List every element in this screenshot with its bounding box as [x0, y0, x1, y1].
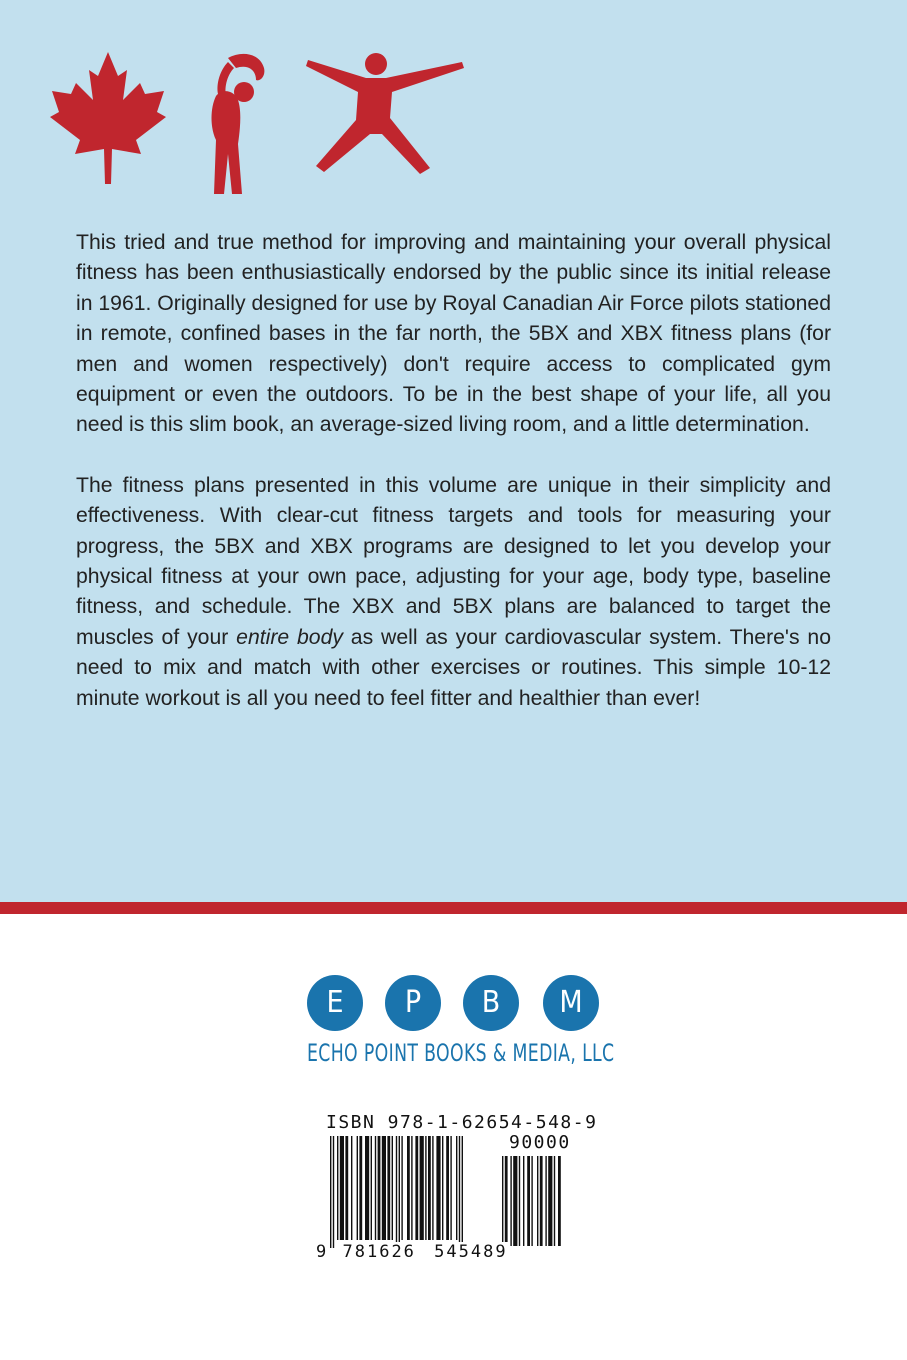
barcode-bar: [459, 1136, 460, 1248]
publisher-letter-b: B: [463, 975, 519, 1031]
barcode-bar: [462, 1136, 463, 1248]
barcode-bar: [359, 1136, 362, 1240]
barcode-bar: [502, 1156, 503, 1246]
isbn-barcode: [316, 1112, 598, 1262]
barcode-bar: [558, 1156, 561, 1246]
barcode-bar: [396, 1136, 397, 1248]
jumping-jack-figure-icon: [306, 48, 466, 178]
back-cover-blurb: [76, 228, 831, 744]
publisher-logo: [300, 975, 620, 1075]
barcode-bar: [456, 1136, 457, 1240]
barcode-bar: [378, 1136, 381, 1240]
publisher-letter-m: M: [543, 975, 599, 1031]
isbn-label: ISBN 978-1-62654-548-9: [326, 1112, 598, 1133]
price-code: 90000: [509, 1132, 571, 1153]
blurb-paragraph-2: [76, 471, 831, 714]
stretching-figure-icon: [198, 48, 278, 198]
publisher-name: ECHO POINT BOOKS & MEDIA, LLC: [307, 1039, 615, 1067]
barcode-bar: [548, 1156, 552, 1246]
barcode-digits: [316, 1242, 508, 1262]
barcode-bar: [333, 1136, 334, 1248]
barcode-bar: [382, 1136, 386, 1240]
barcode-bar: [537, 1156, 538, 1246]
barcode-bar: [513, 1156, 517, 1246]
blurb-italic-phrase: entire body: [236, 625, 343, 649]
maple-leaf-icon: [48, 48, 168, 188]
barcode-bar: [505, 1156, 508, 1246]
barcode-bar: [554, 1156, 555, 1246]
barcode-bar: [442, 1136, 443, 1240]
barcode-bar: [510, 1156, 511, 1246]
barcode-bar: [428, 1136, 431, 1240]
blurb-paragraph-2-end: as well as your cardiovascular system. There's no need to mix and match with other exercises or routines. This simple 10-12 minute workout is all you need to feel fitter and healthier than ever!: [76, 625, 831, 710]
barcode-bar: [432, 1136, 433, 1240]
barcode-bar: [411, 1136, 412, 1240]
blurb-paragraph-2-start: The fitness plans presented in this volume are unique in their simplicity and effectiveness. With clear-cut fitness targets and tools for measuring your progress, the 5BX and XBX programs are designed to let you develop your physical fitness at your own pace, adjusting for your age, body type, baseline fitness, and schedule. The XBX and 5BX plans are balanced to target the muscles of your: [76, 473, 831, 649]
barcode-bar: [351, 1136, 352, 1240]
barcode-bar: [527, 1156, 530, 1246]
barcode-bar: [415, 1136, 418, 1240]
barcode-bar: [371, 1136, 372, 1240]
blurb-paragraph-1: This tried and true method for improving and maintaining your overall physical fitness has been enthusiastically endorsed by the public since its initial release in 1961. Originally designed for use by Royal Canadian Air Force pilots stationed in remote, confined bases in the far north, the 5BX and XBX fitness plans (for men and women respectively) don't require access to complicated gym equipment or even the outdoors. To be in the best shape of your life, all you need is this slim book, an average-sized living room, and a little determination.: [76, 231, 831, 437]
barcode-bar: [420, 1136, 424, 1240]
ean13-bars: [330, 1136, 492, 1248]
publisher-letter-p: P: [385, 975, 441, 1031]
barcode-bar: [446, 1136, 449, 1240]
barcode-bar: [531, 1156, 532, 1246]
publisher-letter-circles: [307, 975, 607, 1033]
barcode-bar: [523, 1156, 524, 1246]
red-divider-stripe: [0, 902, 907, 914]
icon-row: [48, 48, 468, 198]
publisher-letter-e: E: [307, 975, 363, 1031]
barcode-bar: [330, 1136, 331, 1248]
barcode-bar: [519, 1156, 520, 1246]
barcode-bar: [540, 1156, 543, 1246]
barcode-bar: [436, 1136, 440, 1240]
barcode-bar: [392, 1136, 393, 1240]
barcode-bar: [387, 1136, 390, 1240]
barcode-bar: [401, 1136, 402, 1240]
barcode-bar: [425, 1136, 426, 1240]
barcode-bar: [375, 1136, 376, 1240]
barcode-right-digits: 545489: [434, 1242, 508, 1262]
barcode-lead-digit: 9: [316, 1242, 327, 1262]
barcode-left-digits: 781626: [342, 1242, 416, 1262]
barcode-bar: [340, 1136, 344, 1240]
barcode-bar: [365, 1136, 369, 1240]
addon-bars: [502, 1156, 566, 1248]
barcode-bar: [545, 1156, 546, 1246]
barcode-bar: [357, 1136, 358, 1240]
barcode-bar: [345, 1136, 348, 1240]
barcode-bar: [337, 1136, 338, 1240]
barcode-bar: [407, 1136, 410, 1240]
barcode-bar: [399, 1136, 400, 1248]
barcode-bar: [450, 1136, 451, 1240]
